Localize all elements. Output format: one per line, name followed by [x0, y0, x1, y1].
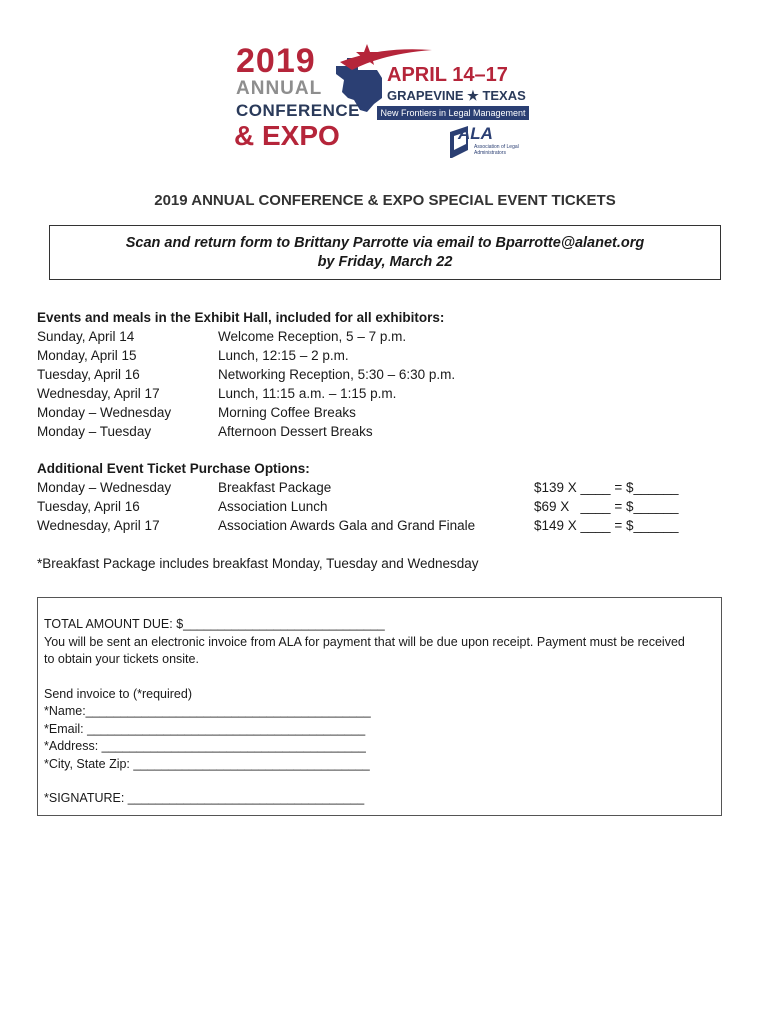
list-item — [37, 365, 737, 384]
invoice-note: You will be sent an electronic invoice from ALA for payment that will be due upon receipt. Payment must be received — [44, 634, 685, 649]
event-day: Tuesday, April 16 — [37, 367, 140, 382]
return-instructions-line1: Scan and return form to Brittany Parrotte via email to Bparrotte@alanet.org — [125, 235, 645, 251]
logo-tagline: New Frontiers in Legal Management — [377, 106, 529, 120]
included-events-heading: Events and meals in the Exhibit Hall, included for all exhibitors: — [37, 310, 445, 325]
event-description: Lunch, 12:15 – 2 p.m. — [218, 348, 349, 363]
option-day: Monday – Wednesday — [37, 480, 172, 495]
invoice-box — [37, 597, 722, 816]
logo-dates: APRIL 14–17 — [387, 64, 508, 86]
list-item — [37, 422, 737, 441]
conference-logo — [232, 40, 542, 170]
additional-options-heading: Additional Event Ticket Purchase Options: — [37, 461, 310, 476]
event-description: Networking Reception, 5:30 – 6:30 p.m. — [218, 367, 456, 382]
option-day: Wednesday, April 17 — [37, 518, 160, 533]
email-field[interactable]: *Email: ________________________________________ — [44, 721, 366, 736]
name-field[interactable]: *Name:_________________________________________ — [44, 704, 371, 718]
option-price-line[interactable]: $139 X ____ = $______ — [534, 480, 679, 495]
total-amount-field[interactable]: TOTAL AMOUNT DUE: $_____________________________ — [44, 617, 385, 631]
signature-field[interactable]: *SIGNATURE: __________________________________ — [44, 791, 365, 805]
list-item — [37, 497, 737, 516]
event-description: Afternoon Dessert Breaks — [218, 424, 373, 439]
ala-logo-text: ALA — [458, 124, 493, 143]
event-day: Monday, April 15 — [37, 348, 137, 363]
event-day: Monday – Wednesday — [37, 405, 172, 420]
ala-full-name: Association of Legal Administrators — [474, 144, 519, 156]
event-day: Sunday, April 14 — [37, 329, 135, 344]
option-event: Association Awards Gala and Grand Finale — [218, 518, 476, 533]
list-item — [37, 516, 737, 535]
option-event: Association Lunch — [218, 499, 328, 514]
address-field[interactable]: *Address: ______________________________________ — [44, 739, 366, 753]
included-events-section — [37, 308, 737, 441]
list-item — [37, 384, 737, 403]
event-day: Wednesday, April 17 — [37, 386, 160, 401]
list-item — [37, 403, 737, 422]
event-day: Monday – Tuesday — [37, 424, 152, 439]
option-price-line[interactable]: $69 X ____ = $______ — [534, 499, 679, 514]
list-item — [37, 346, 737, 365]
footnote-section — [37, 554, 737, 573]
return-instructions-box — [49, 225, 721, 280]
logo-expo: & EXPO — [234, 120, 340, 151]
option-event: Breakfast Package — [218, 480, 332, 495]
breakfast-footnote: *Breakfast Package includes breakfast Monday, Tuesday and Wednesday — [37, 556, 479, 571]
send-invoice-label: Send invoice to (*required) — [44, 686, 192, 701]
page-title: 2019 ANNUAL CONFERENCE & EXPO SPECIAL EVENT TICKETS — [154, 192, 616, 209]
option-price-line[interactable]: $149 X ____ = $______ — [534, 518, 679, 533]
logo-city: GRAPEVINE ★ TEXAS — [387, 88, 526, 103]
event-description: Lunch, 11:15 a.m. – 1:15 p.m. — [218, 386, 397, 401]
additional-options-section — [37, 459, 737, 535]
logo-year: 2019 — [236, 42, 316, 80]
list-item — [37, 327, 737, 346]
return-instructions-deadline: by Friday, March 22 — [317, 254, 453, 270]
logo-annual: ANNUAL — [236, 78, 323, 99]
logo-conference: CONFERENCE — [236, 101, 361, 120]
option-day: Tuesday, April 16 — [37, 499, 140, 514]
city-state-zip-field[interactable]: *City, State Zip: __________________________________ — [44, 756, 370, 771]
list-item — [37, 478, 737, 497]
event-description: Morning Coffee Breaks — [218, 405, 356, 420]
invoice-note-cont: to obtain your tickets onsite. — [44, 652, 199, 666]
event-description: Welcome Reception, 5 – 7 p.m. — [218, 329, 407, 344]
